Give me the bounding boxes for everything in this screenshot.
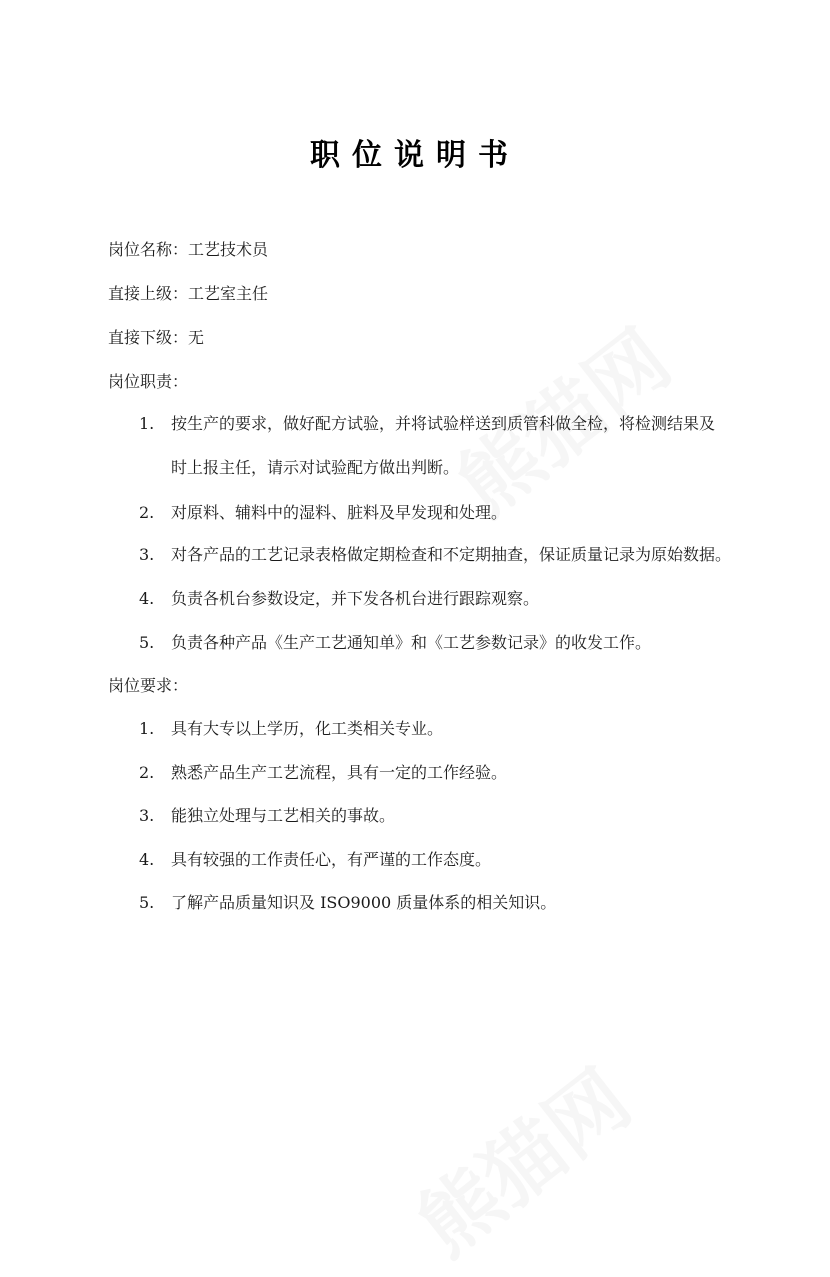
requirement-text: 具有较强的工作责任心，有严谨的工作态度。 <box>171 850 492 869</box>
requirement-text: 具有大专以上学历，化工类相关专业。 <box>171 719 444 738</box>
requirement-item-2 <box>139 763 507 783</box>
page-title: 职位说明书 <box>310 138 520 173</box>
duty-number: 1. <box>139 414 155 433</box>
direct-subordinate: 直接下级：无 <box>108 328 205 347</box>
duty-text: 对原料、辅料中的湿料、脏料及早发现和处理。 <box>171 503 508 522</box>
duty-item-2 <box>139 503 507 523</box>
duties-heading: 岗位职责： <box>108 372 189 391</box>
duty-item-1 <box>139 414 715 434</box>
duty-item-1-continued: 时上报主任，请示对试验配方做出判断。 <box>171 458 460 477</box>
requirement-item-1 <box>139 719 443 739</box>
duty-text: 负责各机台参数设定，并下发各机台进行跟踪观察。 <box>171 589 540 608</box>
requirement-text: 熟悉产品生产工艺流程，具有一定的工作经验。 <box>171 763 508 782</box>
requirement-number: 4. <box>139 850 155 869</box>
watermark-bottom <box>390 1038 650 1276</box>
requirement-number: 2. <box>139 763 155 782</box>
duty-item-4 <box>139 589 539 609</box>
duty-number: 2. <box>139 503 155 522</box>
requirement-item-5 <box>139 893 556 913</box>
direct-superior: 直接上级：工艺室主任 <box>108 284 269 303</box>
requirement-number: 5. <box>139 893 155 912</box>
duty-number: 5. <box>139 633 155 652</box>
duty-text: 按生产的要求，做好配方试验，并将试验样送到质管科做全检，将检测结果及 <box>171 414 716 433</box>
duty-number: 4. <box>139 589 155 608</box>
requirement-number: 1. <box>139 719 155 738</box>
duty-text: 对各产品的工艺记录表格做定期检查和不定期抽查，保证质量记录为原始数据。 <box>171 545 732 564</box>
duty-text: 负责各种产品《生产工艺通知单》和《工艺参数记录》的收发工作。 <box>171 633 652 652</box>
duty-item-5 <box>139 633 651 653</box>
position-name: 岗位名称：工艺技术员 <box>108 240 269 259</box>
requirement-text: 了解产品质量知识及 ISO9000 质量体系的相关知识。 <box>171 893 557 912</box>
requirement-text: 能独立处理与工艺相关的事故。 <box>171 806 396 825</box>
duty-item-3 <box>139 545 731 565</box>
requirement-number: 3. <box>139 806 155 825</box>
duty-number: 3. <box>139 545 155 564</box>
requirements-heading: 岗位要求： <box>108 676 189 695</box>
requirement-item-4 <box>139 850 491 870</box>
requirement-item-3 <box>139 806 395 826</box>
